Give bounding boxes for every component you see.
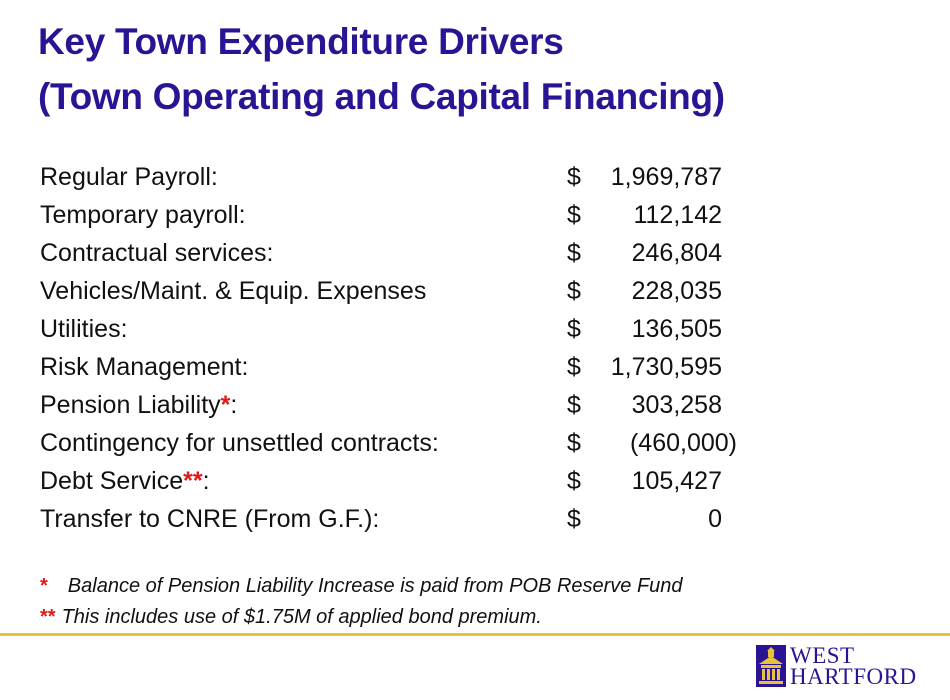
currency-symbol: $ xyxy=(567,315,581,343)
footnotes xyxy=(40,571,683,633)
row-amount: 246,804 xyxy=(631,239,722,267)
logo-text xyxy=(790,645,917,687)
expenditure-row-pension-liability xyxy=(40,386,760,424)
row-label: Vehicles/Maint. & Equip. Expenses xyxy=(40,277,427,305)
expenditure-list xyxy=(40,158,760,538)
currency-symbol: $ xyxy=(567,391,581,419)
expenditure-row-regular-payroll xyxy=(40,158,760,196)
expenditure-row-contractual-services xyxy=(40,234,760,272)
currency-symbol: $ xyxy=(567,467,581,495)
logo-line-1: WEST xyxy=(790,643,855,668)
row-label: Contingency for unsettled contracts: xyxy=(40,429,439,457)
west-hartford-logo xyxy=(756,642,917,690)
expenditure-row-transfer-cnre xyxy=(40,500,760,538)
title-line-2: (Town Operating and Capital Financing) xyxy=(38,76,725,117)
logo-line-2: HARTFORD xyxy=(790,664,917,689)
row-amount: 112,142 xyxy=(633,201,722,229)
row-label: Risk Management: xyxy=(40,353,249,381)
expenditure-row-debt-service xyxy=(40,462,760,500)
row-label xyxy=(40,386,237,424)
currency-symbol: $ xyxy=(567,353,581,381)
row-amount: 303,258 xyxy=(631,391,722,419)
footnote-text: Balance of Pension Liability Increase is paid from POB Reserve Fund xyxy=(67,575,683,597)
currency-symbol: $ xyxy=(567,277,581,305)
expenditure-row-contingency xyxy=(40,424,760,462)
row-label-suffix: : xyxy=(202,467,210,495)
town-hall-icon xyxy=(756,645,786,687)
row-amount: (460,000) xyxy=(629,429,737,457)
row-label xyxy=(40,462,210,500)
row-label: Utilities: xyxy=(40,315,128,343)
currency-symbol: $ xyxy=(567,163,581,191)
row-label: Transfer to CNRE (From G.F.): xyxy=(40,505,380,533)
page-title xyxy=(38,14,918,124)
row-label: Regular Payroll: xyxy=(40,163,218,191)
expenditure-row-vehicles xyxy=(40,272,760,310)
footnote-marker: ** xyxy=(183,467,203,495)
footnote-marker: ** xyxy=(40,606,56,628)
row-amount: 105,427 xyxy=(631,467,722,495)
row-amount: 228,035 xyxy=(631,277,722,305)
row-label-text: Pension Liability xyxy=(40,391,221,419)
row-label: Contractual services: xyxy=(40,239,274,267)
footnote-debt-service xyxy=(40,602,683,633)
row-amount: 136,505 xyxy=(631,315,722,343)
currency-symbol: $ xyxy=(567,429,581,457)
row-amount: 1,969,787 xyxy=(610,163,722,191)
row-label-suffix: : xyxy=(230,391,238,419)
row-label-text: Debt Service xyxy=(40,467,184,495)
footnote-marker: * xyxy=(40,575,48,597)
expenditure-row-risk-management xyxy=(40,348,760,386)
footnote-marker: * xyxy=(220,391,231,419)
currency-symbol: $ xyxy=(567,505,581,533)
row-amount: 0 xyxy=(708,505,722,533)
footnote-text: This includes use of $1.75M of applied bond premium. xyxy=(61,606,542,628)
currency-symbol: $ xyxy=(567,239,581,267)
expenditure-row-utilities xyxy=(40,310,760,348)
currency-symbol: $ xyxy=(567,201,581,229)
footnote-pension xyxy=(40,571,683,602)
footer-divider xyxy=(0,633,950,636)
row-label: Temporary payroll: xyxy=(40,201,246,229)
title-line-1: Key Town Expenditure Drivers xyxy=(38,21,564,62)
row-amount: 1,730,595 xyxy=(610,353,722,381)
expenditure-row-temporary-payroll xyxy=(40,196,760,234)
